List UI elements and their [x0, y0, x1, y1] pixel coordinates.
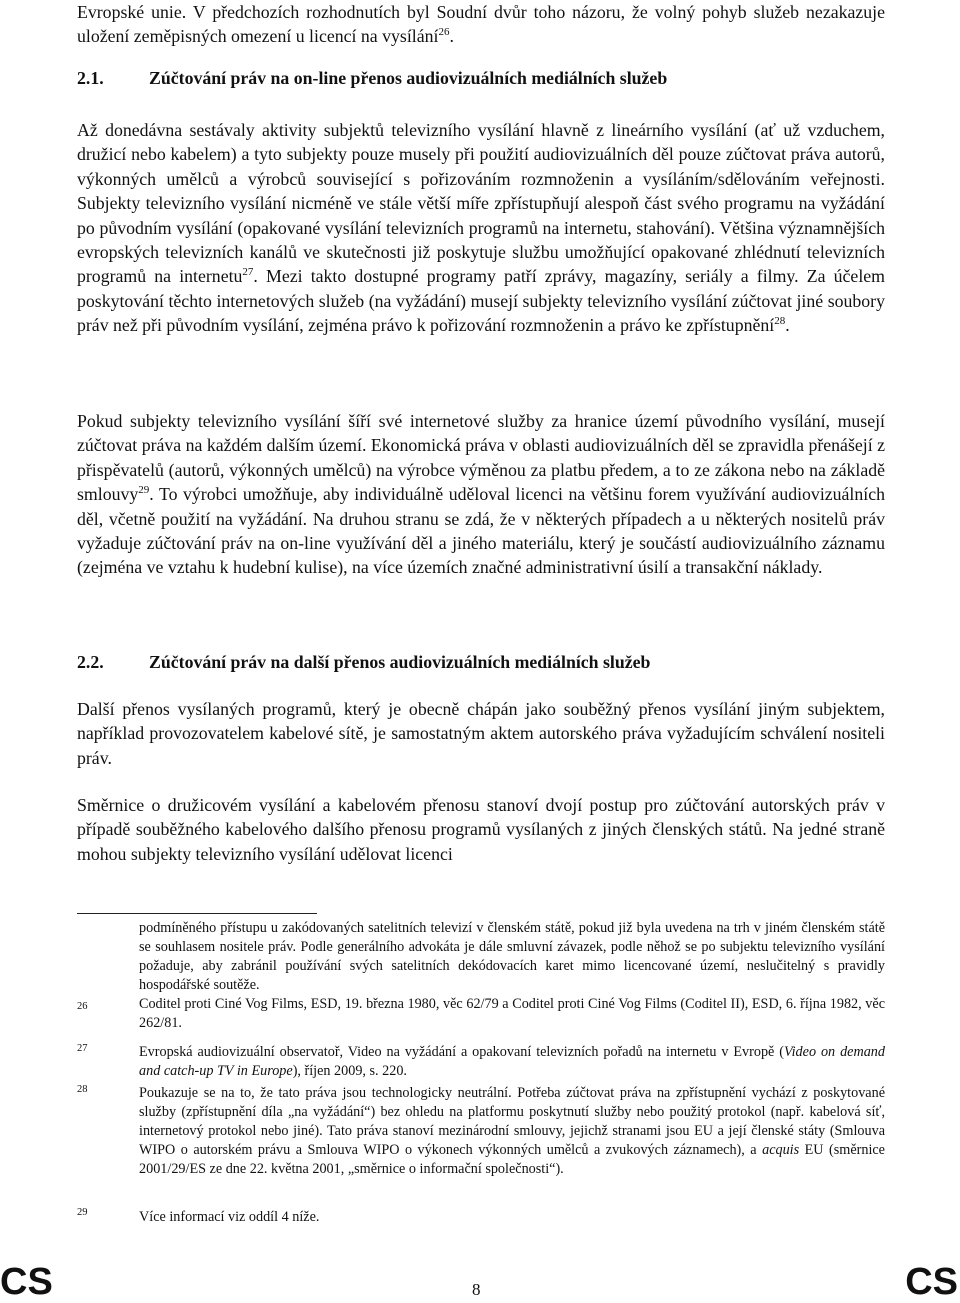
- section-title: Zúčtování práv na další přenos audiovizuálních mediálních služeb: [149, 652, 651, 672]
- footnote-26: Coditel proti Ciné Vog Films, ESD, 19. března 1980, věc 62/79 a Coditel proti Ciné Vog Films (Coditel II), ESD, 6. října 1982, věc 262/81.: [139, 996, 885, 1031]
- section-number: 2.2.: [77, 652, 104, 672]
- section-heading-2-2: [77, 650, 885, 674]
- footnote-number-27: 27: [77, 1043, 88, 1054]
- footnote-number-26: 26: [77, 1001, 88, 1012]
- intro-text: Evropské unie. V předchozích rozhodnutích byl Soudní dvůr toho názoru, že volný pohyb služeb nezakazuje uložení zeměpisných omezení u licencí na vysílání: [77, 2, 885, 47]
- footnote-27: Evropská audiovizuální observatoř, Video na vyžádání a opakovaní televizních pořadů na internetu v Evropě (Video on demand and catch-up TV in Europe), říjen 2009, s. 220.: [139, 1044, 885, 1079]
- footnote-ref-26[interactable]: 26: [438, 26, 450, 39]
- section-2-2-paragraph-2: Směrnice o družicovém vysílání a kabelovém přenosu stanoví dvojí postup pro zúčtování autorských práv v případě souběžného kabelového dalšího přenosu programů vysílaných z jiných členských států. Na jedné straně mohou subjekty televizního vysílání udělovat licenci: [77, 795, 885, 864]
- language-code-right: CS: [905, 1261, 958, 1303]
- section-2-1-paragraph-2: Pokud subjekty televizního vysílání šíří své internetové služby za hranice území původního vysílání, musejí zúčtovat práva na každém dalším území. Ekonomická práva v oblasti audiovizuálních děl se zpravidla přenášejí z přispěvatelů (autorů, výkonných umělců) na výrobce výměnou za platbu předem, a to ze zákona nebo na základě smlouvy$^{29}$. To výrobci umožňuje, aby individuálně uděloval licenci na většinu forem využívání audiovizuálních děl, včetně použití na vyžádání. Na druhou stranu se zdá, že v některých případech a u některých nositelů práv vyžaduje zúčtování práv na on-line využívání děl a jiného materiálu, který je součástí audiovizuálního záznamu (zejména ve vztahu k hudební kulise), na více územích značné administrativní úsilí a transakční náklady.: [77, 411, 885, 578]
- footnote-ref-29[interactable]: 29: [138, 484, 150, 497]
- language-code-left: CS: [0, 1261, 53, 1303]
- footnote-28: Poukazuje se na to, že tato práva jsou technologicky neutrální. Potřeba zúčtovat práva na zpřístupnění vychází z poskytované služby (zpřístupnění díla „na vyžádání“) bez ohledu na platformu poskytnutí služby nebo použitý protokol (např. kabelová síť, internetový protokol nebo jiné). Tato práva stanoví mezinárodní smlouvy, jejichž stranami jsou EU a její členské státy (Smlouva WIPO o autorském právu a Smlouva WIPO o výkonech výkonných umělců a zvukových záznamech), a acquis EU (směrnice 2001/29/ES ze dne 22. května 2001, „směrnice o informační společnosti“).: [139, 1085, 885, 1177]
- section-title: Zúčtování práv na on-line přenos audiovizuálních mediálních služeb: [149, 68, 668, 88]
- footnote-ref-27[interactable]: 27: [242, 266, 254, 279]
- footnote-ref-28[interactable]: 28: [774, 315, 786, 328]
- section-number: 2.1.: [77, 68, 104, 88]
- section-2-2-paragraph-1: Další přenos vysílaných programů, který je obecně chápán jako souběžný přenos vysílání jiným subjektem, například provozovatelem kabelové sítě, je samostatným aktem autorského práva vyžadujícím schválení nositeli práv.: [77, 699, 885, 768]
- footnote-continuation: podmíněného přístupu u zakódovaných satelitních televizí v členském státě, pokud již byla uvedena na trh v jiném členském státě se souhlasem nositele práv. Podle generálního advokáta je dále smluvní závazek, podle něhož se po subjektu televizního vysílání požaduje, aby zabránil používání svých satelitních dekódovacích karet mimo licencované území, neslučitelný s pravidly hospodářské soutěže.: [139, 920, 885, 993]
- footnote-separator: [77, 913, 317, 914]
- intro-paragraph: Evropské unie. V předchozích rozhodnutích byl Soudní dvůr toho názoru, že volný pohyb služeb nezakazuje uložení zeměpisných omezení u licencí na vysílání$^{26}$.: [77, 2, 885, 47]
- section-heading-2-1: [77, 66, 885, 90]
- page-number: 8: [472, 1280, 481, 1299]
- footnote-29: Více informací viz oddíl 4 níže.: [139, 1209, 320, 1225]
- footnote-number-29: 29: [77, 1207, 88, 1218]
- footnote-number-28: 28: [77, 1084, 88, 1095]
- section-2-1-paragraph-1: Až donedávna sestávaly aktivity subjektů televizního vysílání hlavně z lineárního vysílání (ať už vzduchem, družicí nebo kabelem) a tyto subjekty pouze musely při použití audiovizuálních děl pouze zúčtovat práva autorů, výkonných umělců a výrobců související s pořizováním rozmnoženin a vysíláním/sdělováním veřejnosti. Subjekty televizního vysílání nicméně ve stále větší míře zpřístupňují alespoň část svého programu na vyžádání po původním vysílání (opakované vysílání televizních programů na internetu, stahování). Většina významnějších evropských televizních kanálů ve skutečnosti již poskytuje službu umožňující opakované zhlédnutí televizních programů na internetu$^{27}$. Mezi takto dostupné programy patří zprávy, magazíny, seriály a filmy. Za účelem poskytování těchto internetových služeb (na vyžádání) musejí subjekty televizního vysílání zúčtovat jiné soubory práv než při původním vysílání, zejména právo k pořizování rozmnoženin a právo ke zpřístupnění$^{28}$.: [77, 120, 885, 336]
